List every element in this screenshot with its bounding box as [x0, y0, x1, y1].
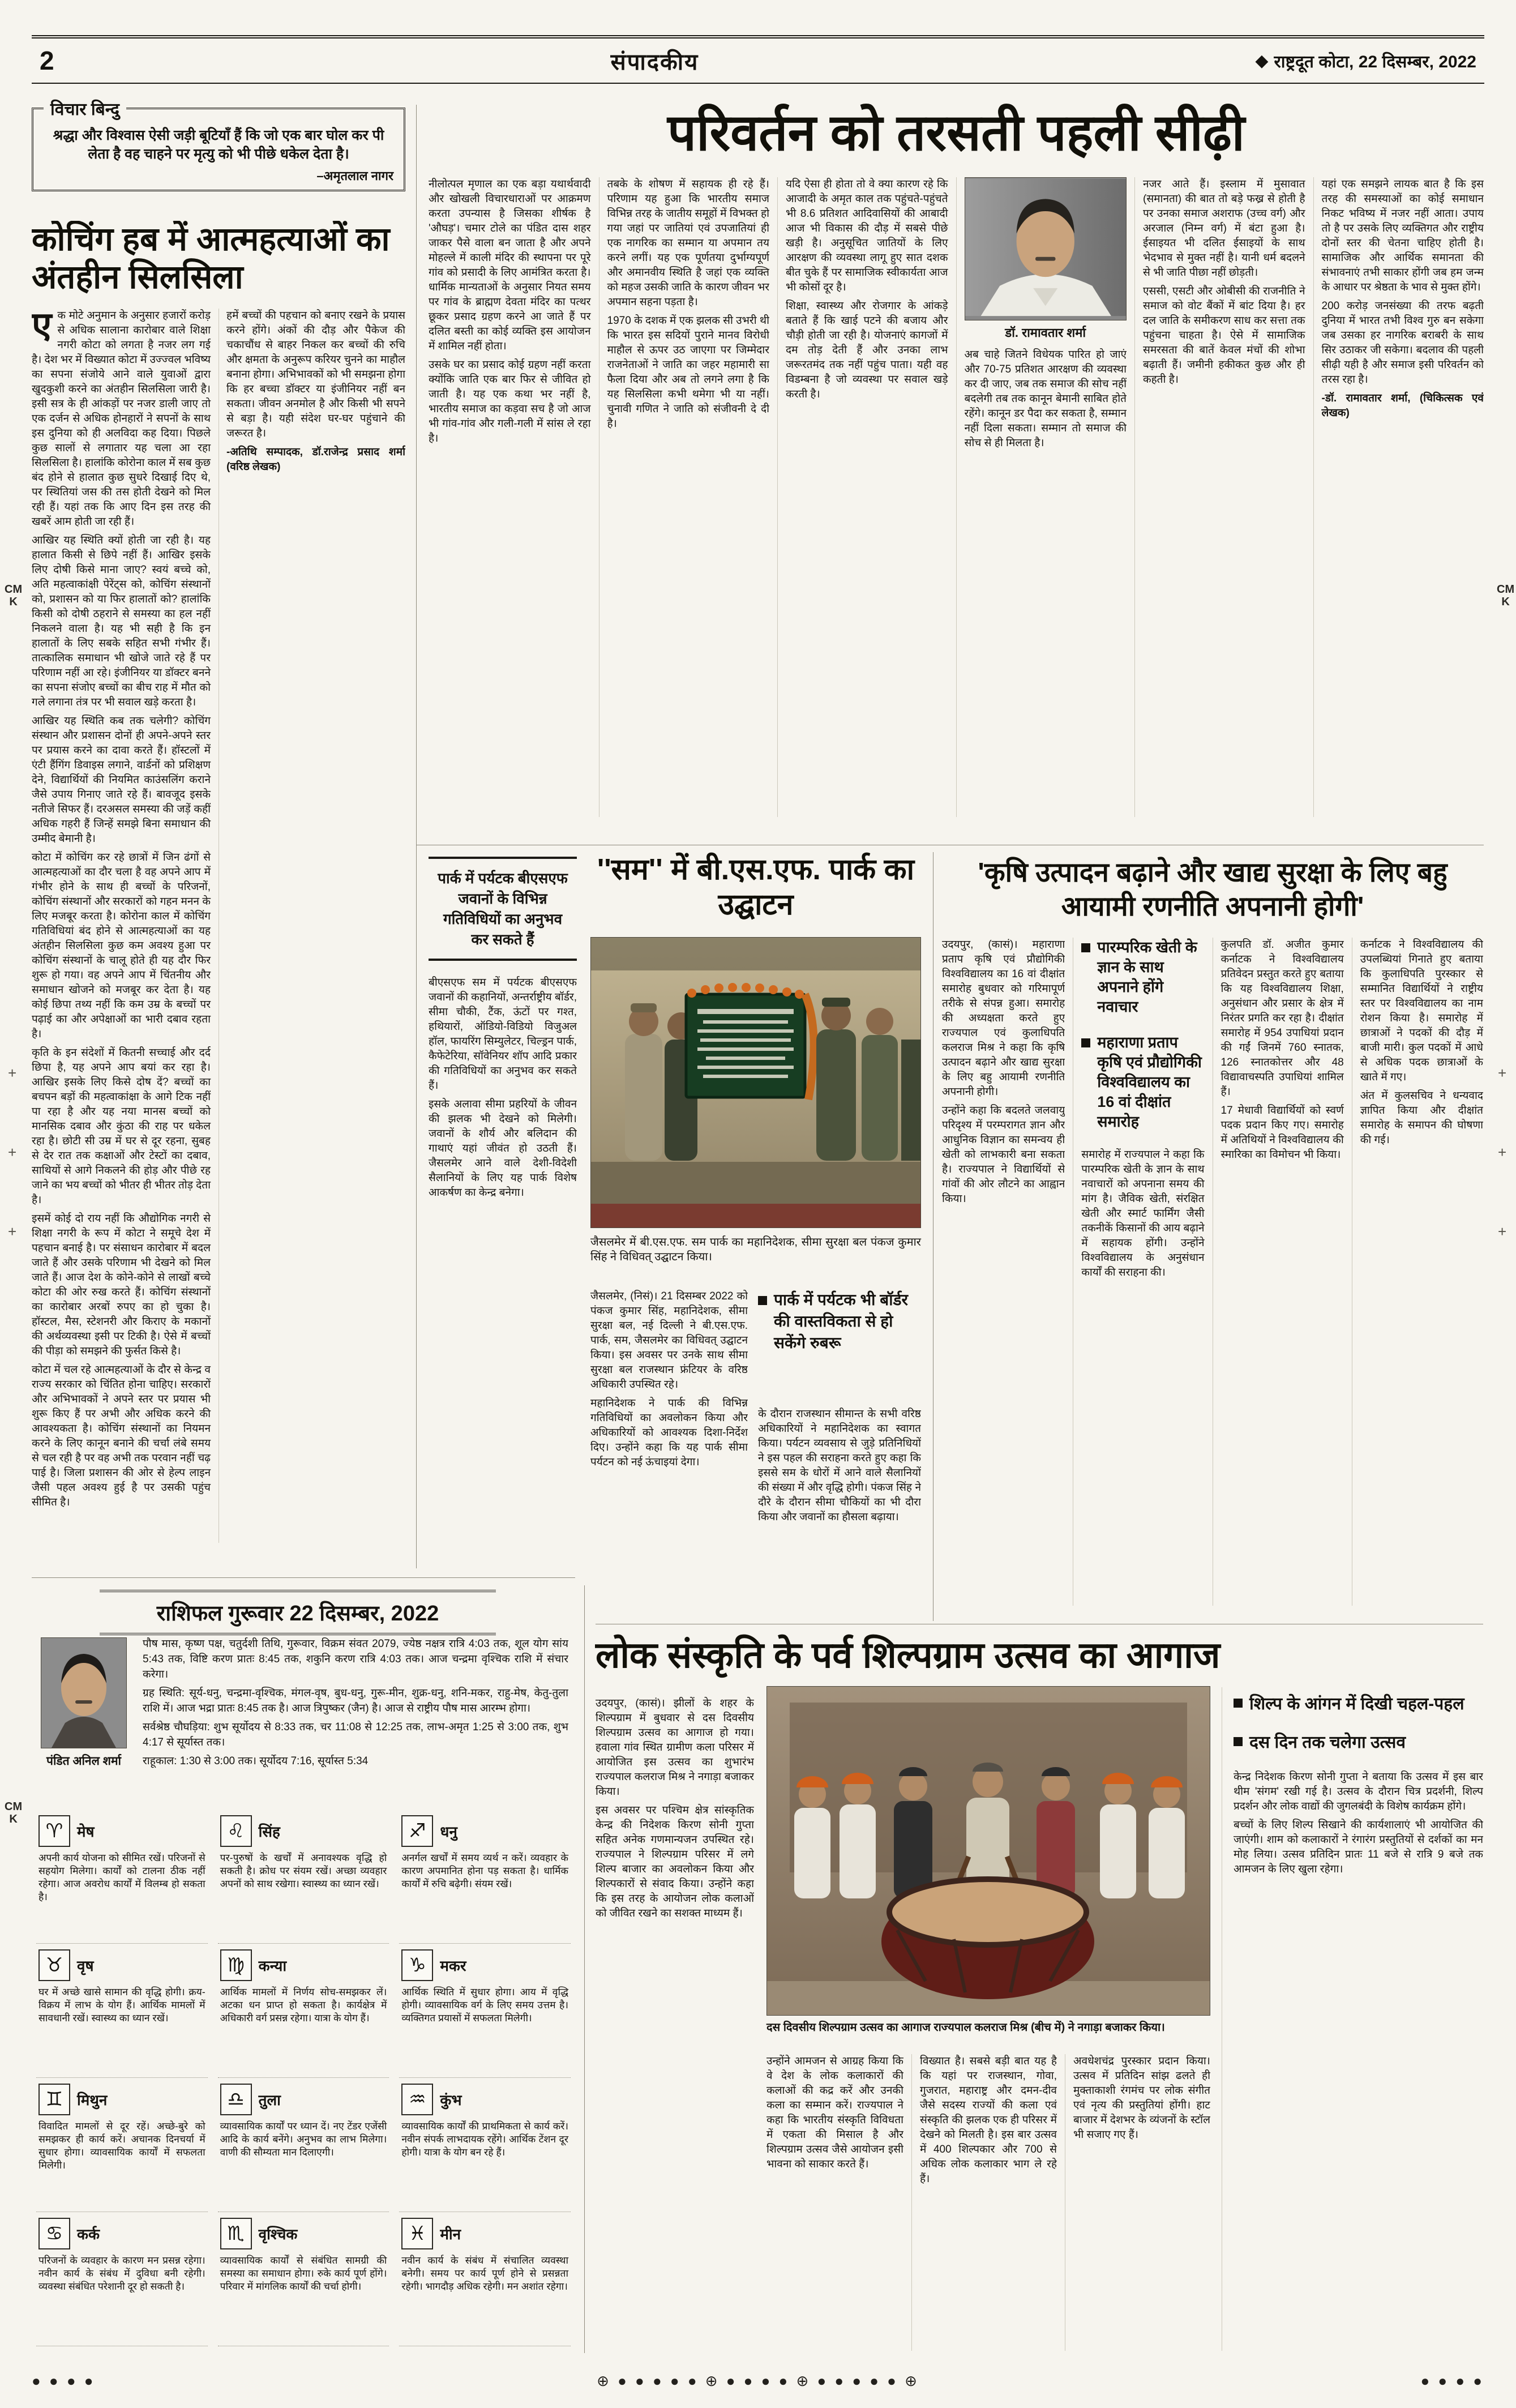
article-column-text [1081, 1148, 1204, 1578]
paragraph: उसके घर का प्रसाद कोई ग्रहण नहीं करता क्योंकि जाति एक बार फिर से जीवित हो जाती है। यह एक कथा भर नहीं है, भारतीय समाज का कड़वा सच है जो आज भी गांव-गांव और गली-गली में सांस ले रहा है। [429, 359, 591, 444]
cmyk-mark-left-bottom [5, 1800, 22, 1825]
shilpgram-article [596, 1633, 1483, 2352]
paragraph: अवधेशचंद्र पुरस्कार प्रदान किया। उत्सव में प्रतिदिन सांझ ढलते ही मुक्ताकाशी रंगमंच पर लोक संगीत एवं नृत्य की प्रस्तुतियां होंगी। हाट बाजार में देशभर के व्यंजनों के स्टॉल भी सजाए गए हैं। [1073, 2055, 1210, 2141]
paragraph: समारोह में राज्यपाल ने कहा कि पारम्परिक खेती के ज्ञान के साथ नवाचारों को अपनाना समय की मांग है। जैविक खेती, संरक्षित खेती और स्मार्ट फार्मिंग जैसी तकनीकें किसानों की आय बढ़ाने में सहायक होंगी। उन्होंने विश्वविद्यालय के अनुसंधान कार्यों की सराहना की। [1081, 1149, 1205, 1278]
bullet-text: महाराणा प्रताप कृषि एवं प्रौद्योगिकी विश्वविद्यालय का 16 वां दीक्षांत समारोह [1097, 1034, 1202, 1130]
color-bar-dots: ● ● ● ● [32, 2372, 96, 2389]
byline: -अतिथि सम्पादक, डॉ.राजेन्द्र प्रसाद शर्मा (वरिष्ठ लेखक) [226, 446, 405, 473]
coaching-article [32, 221, 405, 1568]
registration-cross-icon: + [8, 1144, 17, 1161]
article-column-text [1234, 1770, 1483, 1877]
paragraph: कोटा में चल रहे आत्महत्याओं के दौर से केन्द्र व राज्य सरकार को चिंतित होना चाहिए। सरकारों और अभिभावकों ने अपने स्तर पर प्रयास भी शुरू किए हैं पर अभी और अधिक करने की आवश्यकता है। कोचिंग संस्थानों का नियमन करने के लिए कानून बनाने की चर्चा लंबे समय से चल रही है पर वह अभी तक परवान नहीं चढ़ पाई है। जिला प्रशासन की ओर से हेल्प लाइन जैसी पहल अवश्य हुई है पर उसकी पहुंच सीमित है। [32, 1364, 211, 1509]
rashifal-title: राशिफल गुरूवार 22 दिसम्बर, 2022 [100, 1590, 496, 1635]
article-column [1065, 2054, 1210, 2351]
shilpgram-headline: लोक संस्कृति के पर्व शिल्पग्राम उत्सव का आगाज [596, 1635, 1220, 1675]
registration-cross-icon: + [1498, 1223, 1507, 1240]
cmyk-mark-right-top [1497, 583, 1514, 608]
article-column [766, 2054, 903, 2351]
article-column [1213, 938, 1344, 1606]
article-column [956, 177, 1127, 817]
zodiac-text: अपनी कार्य योजना को सीमित रखें। परिजनों से सहयोग मिलेगा। कार्यों को टालना ठीक नहीं रहेगा। आज अवरोध कार्यों में विलम्ब हो सकता है। [38, 1852, 205, 1902]
bullet-item [1081, 938, 1204, 1017]
zodiac-text: पर-पुरुषों के खर्चों में अनावश्यक वृद्धि हो सकती है। क्रोध पर संयम रखें। अच्छा व्यवहार अपनों को साथ रखेगा। स्वास्थ्य का ध्यान रखें। [220, 1852, 387, 1889]
zodiac-cell-12 [399, 2212, 571, 2346]
rashifal-section [32, 1585, 575, 2352]
paragraph: कृति के इन संदेशों में कितनी सच्चाई और दर्द छिपा है, यह अपने आप बयां कर रहा है। आखिर इसके लिए किसे दोष दें? बच्चों का बचपन बड़ों की महत्वाकांक्षा के आगे टिक नहीं पा रहा है और यह नया मानस बच्चों को मानसिक दबाव और कुंठा की राह पर धकेल रहा है। छोटी सी उम्र में घर से दूर रहना, सुबह से देर रात तक कक्षाओं और टेस्टों का दबाव, साथियों से आगे निकलने की होड़ और पीछे रह जाने का भय बच्चों को भीतर ही भीतर तोड़ देता है। [32, 1047, 211, 1207]
coaching-body [32, 309, 405, 1543]
bullet-item [1081, 1033, 1204, 1132]
ramavatar-photo [965, 177, 1127, 320]
square-bullet-icon [1081, 1038, 1090, 1047]
paragraph: सर्वश्रेष्ठ चौघड़िया: शुभ सूर्योदय से 8:33 तक, चर 11:08 से 12:25 तक, लाभ-अमृत 1:25 से 3:00 तक, शुभ 4:17 से सूर्यास्त तक। [143, 1721, 568, 1748]
paragraph: अंत में कुलसचिव ने धन्यवाद ज्ञापित किया और दीक्षांत समारोह के समापन की घोषणा की गई। [1360, 1090, 1483, 1146]
zodiac-text: विवादित मामलों से दूर रहें। अच्छे-बुरे को समझकर ही कार्य करें। अचानक दिनचर्या में सुधार होगा। व्यावसायिक कार्यों में सफलता मिलेगी। [38, 2120, 205, 2171]
paragraph: आखिर यह स्थिति कब तक चलेगी? कोचिंग संस्थान और प्रशासन दोनों ही अपने-अपने स्तर पर प्रयास करने का दावा करते हैं। हॉस्टलों में एंटी हैंगिंग डिवाइस लगाने, वार्डनों को प्रशिक्षण देने, विद्यार्थियों की नियमित काउंसलिंग कराने जैसे उपाय गिनाए जाते रहे हैं। बावजूद इसके नतीजे सिफर हैं। दरअसल समस्या की जड़ें कहीं अधिक गहरी हैं जिन्हें समझे बिना समाधान की उम्मीद बेमानी है। [32, 715, 211, 845]
virgo-icon: ♍ [220, 1949, 252, 1981]
rashifal-intro [143, 1636, 568, 1805]
zodiac-cell-7 [218, 2078, 389, 2212]
zodiac-name: वृष [77, 1957, 94, 1974]
paragraph: कुलपति डॉ. अजीत कुमार कर्नाटक ने विश्वविद्यालय प्रतिवेदन प्रस्तुत करते हुए बताया कि यह विश्वविद्यालय शिक्षा, अनुसंधान और प्रसार के क्षेत्र में निरंतर प्रगति कर रहा है। दीक्षांत समारोह में 954 उपाधियां प्रदान की गईं जिनमें 760 स्नातक, 126 स्नातकोत्तर और 48 विद्यावाचस्पति उपाधियां शामिल हैं। [1220, 939, 1344, 1098]
zodiac-text: आर्थिक स्थिति में सुधार होगा। आय में वृद्धि होगी। व्यावसायिक वर्ग के लिए समय उत्तम है। व्यक्तिगत प्रयासों में सफलता मिलेगी। [401, 1986, 568, 2024]
zodiac-text: परिजनों के व्यवहार के कारण मन प्रसन्न रहेगा। नवीन कार्य के संबंध में दुविधा बनी रहेगी। व्यवस्था संबंधित परेशानी दूर हो सकती है। [38, 2255, 205, 2292]
square-bullet-icon [1081, 943, 1090, 952]
paragraph: बच्चों के लिए शिल्प सिखाने की कार्यशालाएं भी आयोजित की जाएंगी। शाम को कलाकारों ने रंगारंग प्रस्तुतियों से दर्शकों का मन मोह लिया। उत्सव प्रतिदिन प्रातः 11 बजे से रात्रि 9 बजे तक आमजन के लिए खुला रहेगा। [1234, 1819, 1483, 1875]
paragraph: महानिदेशक ने पार्क की विभिन्न गतिविधियों का अवलोकन किया और अधिकारियों को आवश्यक दिशा-निर्देश दिए। उन्होंने कहा कि यह पार्क सीमा पर्यटन को नई ऊंचाइयां देगा। [590, 1397, 748, 1468]
bsf-photo [590, 937, 921, 1228]
parivartan-article [429, 105, 1484, 817]
shilpgram-photo-image [767, 1687, 1210, 2015]
bsf-photo-image [591, 938, 920, 1227]
k-mark: K [9, 1813, 18, 1825]
paragraph: इसके अलावा सीमा प्रहरियों के जीवन की झलक भी देखने को मिलेगी। जवानों के शौर्य और बलिदान की गाथाएं यहां जीवंत हो उठती हैं। जैसलमेर आने वाले देशी-विदेशी सैलानियों के लिए यह पार्क विशेष आकर्षण का केन्द्र बनेगा। [429, 1098, 577, 1199]
pandit-name: पंडित अनिल शर्मा [46, 1755, 121, 1768]
shilpgram-right-column [1222, 1687, 1483, 2351]
zodiac-cell-5 [218, 1810, 389, 1944]
article-column [1134, 177, 1305, 817]
paragraph: नीलोत्पल मृणाल का एक बड़ा यथार्थवादी और खोखली विचारधाराओं पर आक्रमण करता उपन्यास है जिसका शीर्षक है 'औघड़'। चमार टोले का पंडित दास शहर जाकर पैसे वाला बन जाता है और अपने मोहल्ले में काली मंदिर की स्थापना पर पूरे गांव को प्रसादी के लिए आमंत्रित करता है। धार्मिक मान्यताओं के अनुसार नियत समय पर गांव के ब्राह्मण देवता मंदिर का पत्थर छूकर प्रसाद ग्रहण करने आ जाते हैं पर दलित बस्ती का कोई व्यक्ति इस आयोजन में शामिल नहीं होता। [429, 178, 591, 352]
cmyk-mark-left-top [5, 583, 22, 608]
square-bullet-icon [758, 1296, 767, 1305]
bsf-column-a [590, 1289, 748, 1621]
paragraph: केन्द्र निदेशक किरण सोनी गुप्ता ने बताया कि उत्सव में इस बार थीम 'संगम' रखी गई है। उत्सव के दौरान चित्र प्रदर्शनी, शिल्प प्रदर्शन और लोक वाद्यों की जुगलबंदी के विशेष कार्यक्रम होंगे। [1234, 1771, 1483, 1812]
paragraph: उन्होंने आमजन से आग्रह किया कि वे देश के लोक कलाकारों की कलाओं की कद्र करें और उनकी कला का सम्मान करें। राज्यपाल ने कहा कि भारतीय संस्कृति विविधता में एकता की मिसाल है और शिल्पग्राम उत्सव जैसे आयोजन इसी भावना को साकार करते हैं। [766, 2055, 903, 2170]
vichar-bindu-attribution: –अमृतलाल नागर [316, 169, 393, 183]
cm-mark: CM [5, 1800, 23, 1813]
bsf-highlight-text: पार्क में पर्यटक भी बॉर्डर की वास्तविकता से हो सकेंगे रुबरू [774, 1291, 908, 1351]
paragraph: शिक्षा, स्वास्थ्य और रोजगार के आंकड़े बताते हैं कि खाई पटने की बजाय और चौड़ी होती जा रही है। योजनाएं कागजों में दम तोड़ देती हैं और उनका लाभ जरूरतमंद तक नहीं पहुंच पाता। यही वह विडम्बना है जो व्यवस्था पर सवाल खड़े करती है। [786, 300, 948, 400]
paragraph: कर्नाटक ने विश्वविद्यालय की उपलब्धियां गिनाते हुए बताया कि कुलाधिपति पुरस्कार से सम्मानित विद्यार्थियों ने राष्ट्रीय स्तर पर विश्वविद्यालय का नाम रोशन किया है। समारोह में छात्राओं ने पदकों की दौड़ में बाजी मारी। कुल पदकों में आधे से अधिक पदक छात्राओं के खाते में गए। [1360, 939, 1483, 1083]
taurus-icon: ♉ [38, 1949, 70, 1981]
aquarius-icon: ♒ [401, 2084, 433, 2115]
photo-caption: डॉ. रामावतार शर्मा [1005, 326, 1086, 340]
krishi-article [942, 856, 1483, 1620]
byline: -डॉ. रामावतार शर्मा, (चिकित्सक एवं लेखक) [1321, 392, 1484, 419]
paragraph: आखिर यह स्थिति क्यों होती जा रही है। यह हालात किसी से छिपे नहीं हैं। आखिर इसके लिए दोषी किसे माना जाए? स्वयं बच्चे को, अति महत्वाकांक्षी पेरेंट्स को, कोचिंग संस्थानों को, प्रशासन को या फिर हालातों को? हालांकि किसी को दोषी ठहराने से समस्या का हल नहीं निकलने वाला है। यह भी सही है कि इन हालातों के लिए सबके सहित सभी गंभीर हैं। तात्कालिक समाधान भी खोजे जाते रहे हैं पर परिणाम नहीं आ रहे। इंजीनियर या डॉक्टर बनने का सपना संजोए बच्चों का बीच राह में मौत को गले लगाना तंत्र पर भी सवाल खड़े करता है। [32, 534, 211, 709]
vichar-bindu-quote: श्रद्धा और विश्वास ऐसी जड़ी बूटियाँ हैं कि जो एक बार घोल कर पी लेता है वह चाहने पर मृत्यु को भी पीछे धकेल देता है। [53, 127, 384, 162]
paragraph: कोटा में कोचिंग कर रहे छात्रों में जिन ढंगों से आत्महत्याओं का दौर चला है वह अपने आप में गंभीर होने के साथ ही बच्चों के परिजनों, कोचिंग संस्थानों और सरकारों को गहन मनन के लिए मजबूर करता है। कोरोना काल में कोचिंग गतिविधियां बंद होने से आत्महत्याओं का यह अंतहीन सिलसिला कुछ कम अवश्य हुआ पर कोचिंग संस्थानों के चालू होते ही यह दौर फिर शुरू हो गया। वह अपने आप में चिंतनीय और समाधान खोजने को मजबूर कर देता है। यह कोई छिपा तथ्य नहीं कि कम उम्र के बच्चों पर पढ़ाई का और अपेक्षाओं का भारी दबाव रहता है। [32, 852, 211, 1041]
libra-icon: ♎ [220, 2084, 252, 2115]
zodiac-name: वृश्चिक [258, 2226, 298, 2243]
paragraph: हमें बच्चों की पहचान को बनाए रखने के प्रयास करने होंगे। अंकों की दौड़ और पैकेज की चकाचौंध से बाहर निकल कर बच्चों की रुचि और क्षमता के अनुरूप करियर चुनने का माहौल बनाना होगा। अभिभावकों को भी समझना होगा कि हर बच्चा डॉक्टर या इंजीनियर नहीं बन सकता। जीवन अनमोल है और किसी भी सपने से बड़ा है। यही संदेश घर-घर पहुंचाने की जरूरत है। [226, 310, 405, 440]
zodiac-text: नवीन कार्य के संबंध में संचालित व्यवस्था बनेगी। समय पर कार्य पूर्ण होने से प्रसन्नता रहेगी। भागदौड़ अधिक रहेगी। मन अशांत रहेगा। [401, 2255, 568, 2292]
zodiac-cell-1 [36, 1810, 208, 1944]
paragraph: राहूकाल: 1:30 से 3:00 तक। सूर्योदय 7:16, सूर्यास्त 5:34 [143, 1755, 369, 1767]
parivartan-headline: परिवर्तन को तरसती पहली सीढ़ी [667, 105, 1245, 161]
bullet-text: शिल्प के आंगन में दिखी चहल-पहल [1249, 1695, 1464, 1713]
zodiac-name: मिथुन [77, 2092, 108, 2108]
paragraph: 17 मेधावी विद्यार्थियों को स्वर्ण पदक प्रदान किए गए। समारोह में अतिथियों ने विश्वविद्यालय की स्मारिका का विमोचन भी किया। [1220, 1105, 1344, 1161]
k-mark: K [1501, 596, 1510, 608]
zodiac-cell-9 [399, 1810, 571, 1944]
bsf-left-column [429, 976, 577, 1621]
zodiac-text: व्यावसायिक कार्यों की प्राथमिकता से कार्य करें। नवीन संपर्क लाभदायक रहेंगे। आर्थिक टेंशन दूर होगी। यात्रा के योग बन रहे हैं। [401, 2120, 568, 2158]
square-bullet-icon [1234, 1699, 1243, 1708]
zodiac-name: तुला [258, 2092, 281, 2108]
zodiac-name: मेष [77, 1823, 95, 1840]
paragraph: इसमें कोई दो राय नहीं कि औद्योगिक नगरी से शिक्षा नगरी के रूप में कोटा ने समूचे देश में पहचान बनाई है। पर संसाधन कारोबार में बदल जाते हैं और उसके परिणाम भी देखने को मिल जाते हैं। आज देश के कोने-कोने से लाखों बच्चे कोटा की ओर रुख करते हैं। कोचिंग संस्थानों का कारोबार अरबों रुपए का हो चुका है। हॉस्टल, मैस, स्टेशनरी और किराए के मकानों की अर्थव्यवस्था इसी पर टिकी है। ऐसे में बच्चों की पीड़ा को समझने की फुर्सत किसे है। [32, 1213, 211, 1358]
article-column-text [965, 348, 1127, 801]
vichar-bindu-title: विचार बिन्दु [44, 97, 126, 120]
registration-cross-icon: + [1498, 1144, 1507, 1161]
registration-cross-icon: + [8, 1064, 17, 1081]
zodiac-text: आर्थिक मामलों में निर्णय सोच-समझकर लें। अटका धन प्राप्त हो सकता है। कार्यक्षेत्र में अधिकारी वर्ग प्रसन्न रहेगा। यात्रा के योग हैं। [220, 1986, 387, 2024]
article-column [599, 177, 770, 817]
divider [416, 105, 417, 1568]
zodiac-name: सिंह [258, 1823, 280, 1840]
k-mark: K [9, 596, 18, 608]
zodiac-name: कर्क [77, 2226, 100, 2243]
pandit-photo [41, 1637, 127, 1748]
section-title: संपादकीय [610, 49, 699, 75]
zodiac-name: धनु [440, 1823, 457, 1840]
article-column [1352, 938, 1483, 1606]
paragraph: बीएसएफ सम में पर्यटक बीएसएफ जवानों की कहानियों, अन्तर्राष्ट्रीय बॉर्डर, सीमा चौकी, टैंक, ऊंटों पर गश्त, हथियारों, ऑडियो-विडियो विजुअल हॉल, फायरिंग सिम्युलेटर, चिल्ड्रन पार्क, कैफेटेरिया, सॉवेनियर शॉप आदि प्रकार की गतिविधियों का अनुभव कर सकते हैं। [429, 977, 577, 1092]
zodiac-cell-4 [36, 2212, 208, 2346]
paragraph: 1970 के दशक में एक झलक सी उभरी थी कि भारत इस सदियों पुराने मानव विरोधी माहौल से ऊपर उठ जाएगा पर जिम्मेदार राजनेताओं ने जाति का जहर महामारी सा फैला दिया और अब तो लगने लगा है कि यह सिलसिला कभी थमेगा भी या नहीं। चुनावी गणित ने जाति को संजीवनी दे दी है। [607, 315, 769, 430]
cm-mark: CM [5, 583, 23, 596]
bsf-headline: ''सम'' में बी.एस.एफ. पार्क का उद्घाटन [597, 853, 915, 922]
shilpgram-photo-caption: दस दिवसीय शिल्पग्राम उत्सव का आगाज राज्यपाल कलराज मिश्र (बीच में) ने नगाड़ा बजाकर किया। [766, 2021, 1165, 2034]
coaching-lead: क मोटे अनुमान के अनुसार हजारों करोड़ से अधिक सालाना कारोबार वाले शिक्षा नगरी कोटा को लगता है नजर लग गई है। देश भर में विख्यात कोटा में उज्ज्वल भविष्य का सपना संजोये आने वाले युवाओं द्वारा खुदकुशी करने का अंतहीन सिलसिला जारी है। इसी सत्र के ही आंकड़ों पर नजर डाली जाए तो एक दर्जन से अधिक होनहारों ने सपनों के साथ इस दुनिया को ही अलविदा कह दिया। पिछले कुछ सालों से लगातार यह चला आ रहा सिलसिला है। हालांकि कोरोना काल में सब कुछ बंद होने से हालात कुछ सुधरे दिखाई दिए थे, पर स्थितियां जस की तस होती देखने को मिल रही हैं। यहां तक कि आए दिन इस तरह की खबरें आम होती जा रही हैं। [32, 310, 211, 528]
bsf-kicker: पार्क में पर्यटक बीएसएफ जवानों के विभिन्न गतिविधियों का अनुभव कर सकते हैं [429, 857, 577, 961]
krishi-bullets [1081, 938, 1204, 1132]
paragraph: तबके के शोषण में सहायक ही रहे हैं। परिणाम यह हुआ कि भारतीय समाज विभिन्न तरह के जातीय समूहों में विभक्त हो गया जहां पर जातियां एवं उपजातियां ही एक नागरिक का सम्मान या अपमान तय करने लगीं। यह एक पूर्णतया दुर्भाग्यपूर्ण और अमानवीय स्थिति है जहां एक व्यक्ति को महज उसकी जाति के कारण जीवन भर अपमान सहना पड़ता है। [607, 178, 769, 308]
zodiac-cell-11 [399, 2078, 571, 2212]
bsf-highlight [758, 1289, 921, 1354]
paragraph: पौष मास, कृष्ण पक्ष, चतुर्दशी तिथि, गुरूवार, विक्रम संवत 2079, ज्येष्ठ नक्षत्र रात्रि 4:03 तक, शूल योग सांय 5:43 तक, विष्टि करण प्रातः 8:45 तक, शकुनि करण रात्रि 4:03 तक। आज चन्द्रमा वृश्चिक राशि में संचार करेगा। [143, 1638, 568, 1680]
article-column [777, 177, 948, 817]
bullet-text: पारम्परिक खेती के ज्ञान के साथ अपनाने होंगे नवाचार [1097, 939, 1197, 1015]
zodiac-name: कन्या [258, 1957, 287, 1974]
bsf-photo-caption: जैसलमेर में बी.एस.एफ. सम पार्क का महानिदेशक, सीमा सुरक्षा बल पंकज कुमार सिंह ने विधिवत् उद्घाटन किया। [590, 1236, 921, 1263]
zodiac-cell-3 [36, 2078, 208, 2212]
gemini-icon: ♊ [38, 2084, 70, 2115]
bsf-article [429, 852, 921, 1622]
pandit-photo-image [41, 1638, 126, 1748]
zodiac-grid [36, 1810, 571, 2346]
paragraph: जैसलमेर, (निसं)। 21 दिसम्बर 2022 को पंकज कुमार सिंह, महानिदेशक, सीमा सुरक्षा बल, नई दिल्ली ने बी.एस.एफ. पार्क, सम, जैसलमेर का विधिवत् उद्घाटन किया। इस अवसर पर उनके साथ सीमा सुरक्षा बल राजस्थान फ्रंटियर के वरिष्ठ अधिकारी उपस्थित रहे। [590, 1290, 748, 1391]
registration-cross-icon: + [8, 1223, 17, 1240]
paragraph: उन्होंने कहा कि बदलते जलवायु परिदृश्य में परम्परागत ज्ञान और आधुनिक विज्ञान का समन्वय ही खेती को लाभकारी बना सकता है। राज्यपाल ने विद्यार्थियों से गांवों की ओर लौटने का आह्वान किया। [942, 1105, 1065, 1205]
paragraph: अब चाहे जितने विधेयक पारित हो जाएं और 70-75 प्रतिशत आरक्षण की व्यवस्था कर दी जाए, जब तक समाज की सोच नहीं बदलेगी तब तक कानून बेमानी साबित होते रहेंगे। कानून डर पैदा कर सकता है, सम्मान नहीं दिला सकता। सम्मान तो समाज की सोच से ही मिलता है। [964, 349, 1127, 449]
page-number: 2 [40, 46, 54, 75]
paragraph: एससी, एसटी और ओबीसी की राजनीति ने समाज को वोट बैंकों में बांट दिया है। हर दल जाति के समीकरण साध कर सत्ता तक पहुंचना चाहता है। ऐसे में सामाजिक समरसता की बातें केवल मंचों की शोभा बढ़ाती हैं। जमीनी हकीकत कुछ और ही कहती है। [1143, 285, 1305, 386]
paragraph: उदयपुर, (कासं)। झीलों के शहर के शिल्पग्राम में बुधवार से दस दिवसीय शिल्पग्राम उत्सव का आगाज हो गया। हवाला गांव स्थित ग्रामीण कला परिसर में आयोजित इस उत्सव का शुभारंभ राज्यपाल कलराज मिश्र ने नगाड़ा बजाकर किया। [596, 1697, 754, 1798]
cm-mark: CM [1497, 583, 1515, 596]
shilpgram-photo [766, 1686, 1210, 2016]
bsf-column-b [758, 1407, 921, 1621]
article-column [429, 177, 591, 817]
zodiac-cell-2 [36, 1944, 208, 2078]
coaching-headline: कोचिंग हब में आत्महत्याओं का अंतहीन सिलसिला [32, 221, 390, 296]
aries-icon: ♈ [38, 1815, 70, 1847]
article-column [1073, 938, 1204, 1606]
scorpio-icon: ♏ [220, 2218, 252, 2249]
capricorn-icon: ♑ [401, 1949, 433, 1981]
square-bullet-icon [1234, 1737, 1243, 1746]
sagittarius-icon: ♐ [401, 1815, 433, 1847]
zodiac-text: घर में अच्छे खासे सामान की वृद्धि होगी। क्रय-विक्रय में लाभ के योग हैं। आर्थिक मामलों में सावधानी रखें। स्वास्थ्य का ध्यान रखें। [38, 1986, 205, 2024]
masthead-text: राष्ट्रदूत कोटा, 22 दिसम्बर, 2022 [1274, 52, 1476, 71]
paragraph: इस अवसर पर पश्चिम क्षेत्र सांस्कृतिक केन्द्र की निदेशक किरण सोनी गुप्ता सहित अनेक गणमान्यजन उपस्थित रहे। राज्यपाल ने शिल्पग्राम परिसर में लगे शिल्प बाजार का अवलोकन किया और शिल्पकारों से संवाद किया। उन्होंने कहा कि इस तरह के आयोजन लोक कलाओं को जीवित रखने का सशक्त माध्यम हैं। [596, 1804, 754, 1919]
bullet-text: दस दिन तक चलेगा उत्सव [1249, 1733, 1406, 1752]
zodiac-cell-6 [218, 1944, 389, 2078]
krishi-headline: 'कृषि उत्पादन बढ़ाने और खाद्य सुरक्षा के लिए बहु आयामी रणनीति अपनानी होगी' [978, 858, 1448, 922]
registration-cross-icon: + [1498, 1064, 1507, 1081]
zodiac-cell-10 [399, 1944, 571, 2078]
paragraph: नजर आते हैं। इस्लाम में मुसावात (समानता) की बात तो बड़े फख्र से होती है पर उनका समाज अशराफ (उच्च वर्ग) और अरजाल (निम्न वर्ग) में बंटा हुआ है। ईसाइयत भी दलित ईसाइयों के साथ भेदभाव से मुक्त नहीं है। यानी धर्म बदलने से भी जाति पीछा नहीं छोड़ती। [1143, 178, 1305, 279]
leo-icon: ♌ [220, 1815, 252, 1847]
paragraph: उदयपुर, (कासं)। महाराणा प्रताप कृषि एवं प्रौद्योगिकी विश्वविद्यालय का 16 वां दीक्षांत समारोह बुधवार को गरिमापूर्ण तरीके से संपन्न हुआ। समारोह की अध्यक्षता करते हुए राज्यपाल एवं कुलाधिपति कलराज मिश्र ने कहा कि कृषि उत्पादन बढ़ाने और खाद्य सुरक्षा के लिए बहु आयामी रणनीति अपनानी होगी। [942, 939, 1065, 1098]
pisces-icon: ♓ [401, 2218, 433, 2249]
shilpgram-left-column [596, 1696, 754, 2350]
color-bar-dots: ⊕ ● ● ● ● ● ⊕ ● ● ● ● ⊕ ● ● ● ● ● ⊕ [597, 2372, 919, 2389]
divider [584, 1585, 585, 2353]
shilpgram-bullets [1234, 1693, 1483, 1754]
article-column [942, 938, 1065, 1606]
paragraph: यहां एक समझने लायक बात है कि इस तरह की समस्याओं का कोई समाधान निकट भविष्य में नजर नहीं आता। उपाय तो है पर उसके लिए व्यक्तिगत और राष्ट्रीय दोनों स्तर की चेतना चाहिए होती है। सामाजिक और आर्थिक समानता की संभावनाएं तभी साकार होंगी जब हम जन्म के आधार पर श्रेष्ठता के भाव से मुक्त होंगे। [1321, 178, 1484, 293]
zodiac-name: कुंभ [440, 2092, 462, 2108]
paragraph: यदि ऐसा ही होता तो वे क्या कारण रहे कि आजादी के अमृत काल तक पहुंचते-पहुंचते भी 8.6 प्रतिशत आदिवासियों की आबादी आज भी विकास की दौड़ में सबसे पीछे खड़ी है। अनुसूचित जातियों के लिए आरक्षण की व्यवस्था लागू हुए सात दशक बीत चुके हैं पर सामाजिक स्वीकार्यता आज भी कोसों दूर है। [786, 178, 948, 293]
article-column [1313, 177, 1484, 817]
article-column [911, 2054, 1057, 2351]
paragraph: 200 करोड़ जनसंख्या की तरफ बढ़ती दुनिया में भारत तभी विश्व गुरु बन सकेगा जब उसका हर नागरिक बराबरी के साथ सिर उठाकर जी सकेगा। बदलाव की पहली सीढ़ी यही है और समाज इसी परिवर्तन को तरस रहा है। [1321, 300, 1484, 386]
cancer-icon: ♋ [38, 2218, 70, 2249]
ramavatar-photo-image [965, 178, 1127, 317]
masthead-diamond-icon: ◆ [1255, 51, 1269, 70]
bullet-item [1234, 1731, 1483, 1754]
drop-cap: ए [32, 309, 52, 346]
print-color-bar [32, 2372, 1484, 2390]
masthead [1255, 49, 1476, 72]
zodiac-name: मकर [440, 1957, 466, 1974]
paragraph: विख्यात है। सबसे बड़ी बात यह है कि यहां पर राजस्थान, गोवा, गुजरात, महाराष्ट्र और दमन-दीव जैसे सदस्य राज्यों की कला एवं संस्कृति की झलक एक ही परिसर में देखने को मिलती है। इस बार उत्सव में 400 शिल्पकार और 700 से अधिक लोक कलाकार भाग ले रहे हैं। [920, 2055, 1057, 2185]
zodiac-text: व्यावसायिक कार्यों पर ध्यान दें। नए टेंडर एजेंसी आदि के कार्य बनेंगे। अनुभव का लाभ मिलेगा। वाणी की सौम्यता मान दिलाएगी। [220, 2120, 387, 2158]
zodiac-name: मीन [440, 2226, 461, 2243]
zodiac-text: अनर्गल खर्चों में समय व्यर्थ न करें। व्यवहार के कारण अपमानित होना पड़ सकता है। धार्मिक कार्यों में रुचि बढ़ेगी। संयम रखें। [401, 1852, 568, 1889]
page-header [32, 35, 1484, 84]
paragraph: के दौरान राजस्थान सीमान्त के सभी वरिष्ठ अधिकारियों ने महानिदेशक का स्वागत किया। पर्यटन व्यवसाय से जुड़े प्रतिनिधियों ने इस पहल की सराहना करते हुए कहा कि इससे सम के धोरों में आने वाले सैलानियों की संख्या में और वृद्धि होगी। पंकज सिंह ने दौरे के दौरान सीमा चौकियों का भी दौरा किया और जवानों का हौसला बढ़ाया। [758, 1408, 921, 1523]
paragraph: ग्रह स्थिति: सूर्य-धनु, चन्द्रमा-वृश्चिक, मंगल-वृष, बुध-धनु, गुरू-मीन, शुक्र-धनु, शनि-मकर, राहु-मेष, केतु-तुला राशि में। आज भद्रा प्रातः 8:45 तक है। आज त्रिपुष्कर (जैन) है। आज से राष्ट्रीय पौष मास आरम्भ होगा। [143, 1687, 568, 1714]
bullet-item [1234, 1693, 1483, 1716]
zodiac-cell-8 [218, 2212, 389, 2346]
zodiac-text: व्यावसायिक कार्यों से संबंधित सामग्री की समस्या का समाधान होगा। रुके कार्य पूर्ण होंगे। परिवार में मांगलिक कार्यों की चर्चा होगी। [220, 2255, 387, 2292]
vichar-bindu-box [32, 100, 405, 191]
color-bar-dots: ● ● ● ● [1420, 2372, 1484, 2389]
